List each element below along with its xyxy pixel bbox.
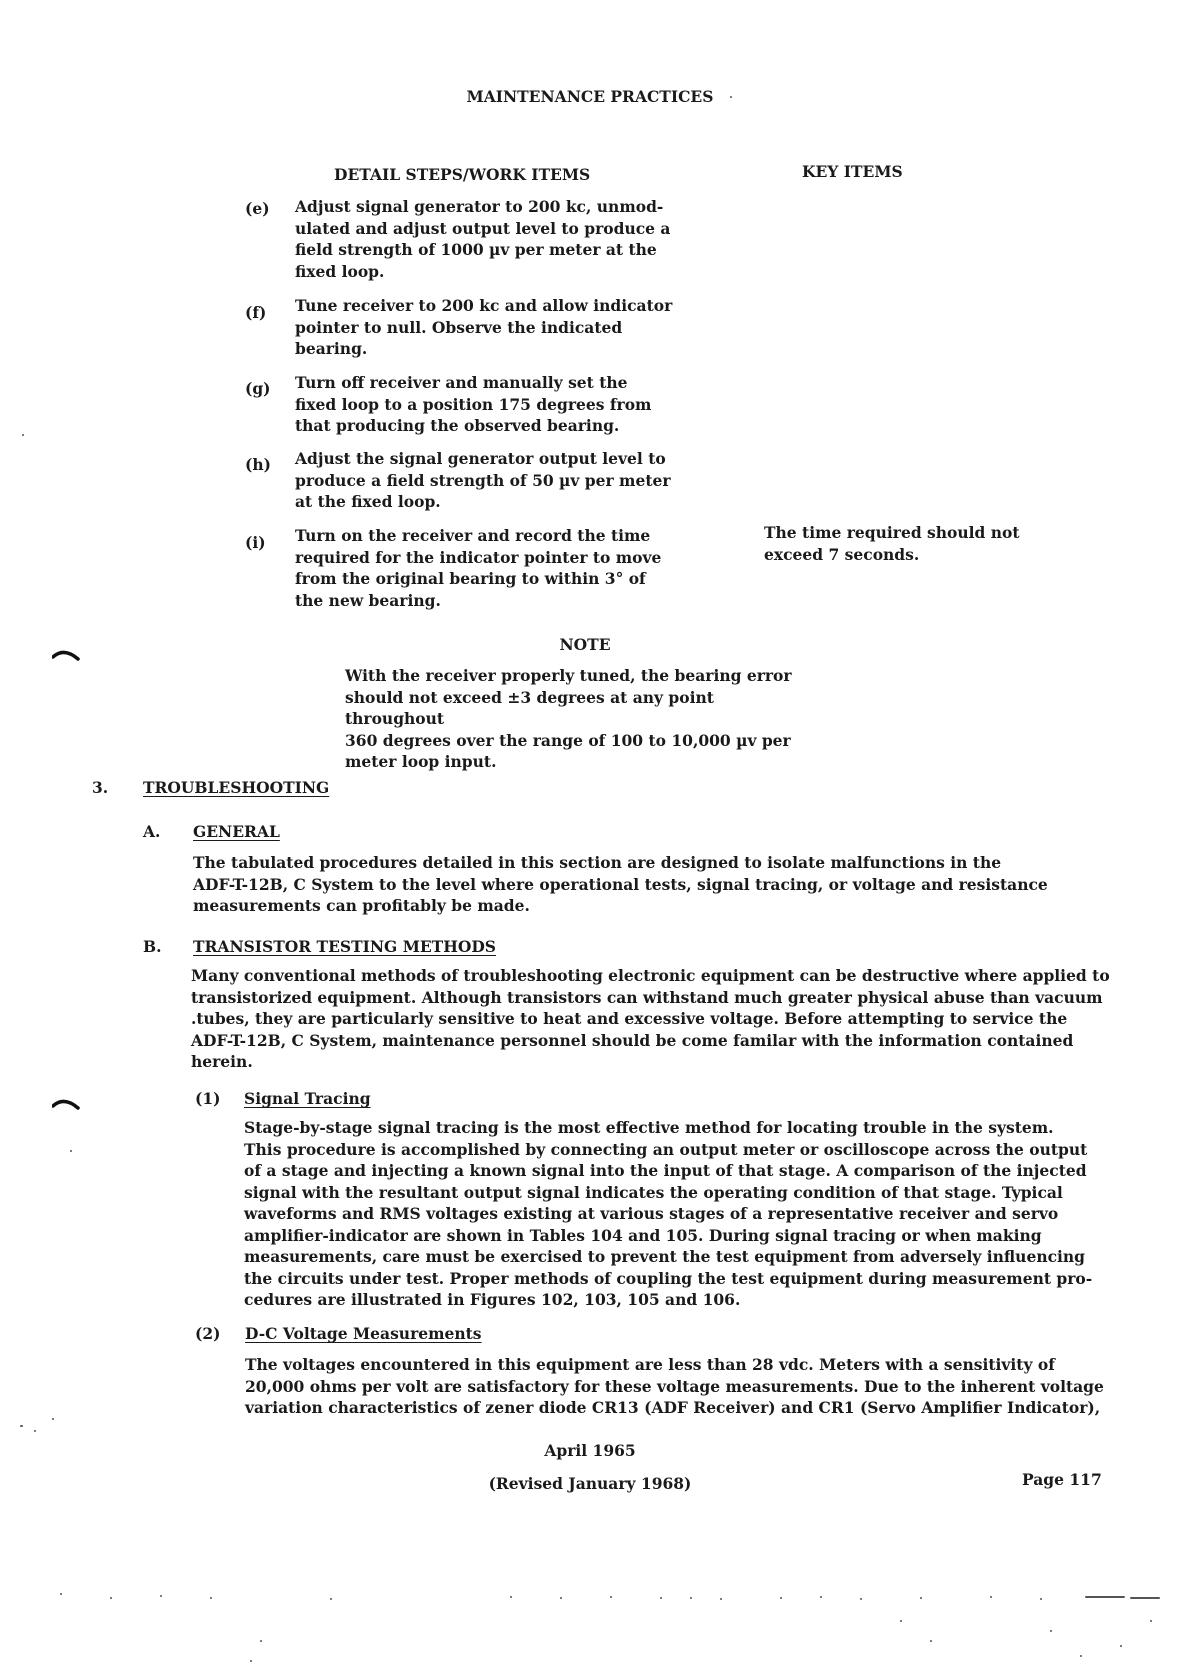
- item-2-label: (2): [195, 1324, 221, 1343]
- footer-date: April 1965: [544, 1441, 636, 1460]
- key-items-heading: KEY ITEMS: [802, 162, 903, 181]
- punch-mark-icon: [52, 1097, 80, 1111]
- section-title: TROUBLESHOOTING: [143, 778, 330, 797]
- footer-page-number: Page 117: [1022, 1470, 1102, 1489]
- step-text-g: Turn off receiver and manually set the fixed loop to a position 175 degrees from that producing the observed bearing.: [295, 373, 652, 435]
- section-number: 3.: [92, 778, 109, 797]
- subsection-b-title: TRANSISTOR TESTING METHODS: [193, 937, 496, 956]
- step-text-e: Adjust signal generator to 200 kc, unmod- ulated and adjust output level to produce a field strength of 1000 µv per meter at the fixed loop.: [295, 197, 671, 281]
- subsection-a-label: A.: [143, 822, 161, 841]
- step-label-i: (i): [245, 533, 266, 552]
- note-text: With the receiver properly tuned, the bearing error should not exceed ±3 degrees at any point throughout 360 degrees over the range of 100 to 10,000 µv per meter loop input.: [345, 666, 792, 771]
- page-header-title: MAINTENANCE PRACTICES: [466, 87, 714, 106]
- item-1-label: (1): [195, 1089, 221, 1108]
- punch-mark-icon: [52, 648, 80, 662]
- detail-steps-heading: DETAIL STEPS/WORK ITEMS: [334, 165, 591, 184]
- footer-revised: (Revised January 1968): [488, 1474, 692, 1493]
- subsection-a-title: GENERAL: [193, 822, 280, 841]
- note-title: NOTE: [559, 635, 611, 654]
- subsection-b-text: Many conventional methods of troubleshooting electronic equipment can be destructive where applied to transistorized equipment. Although transistors can withstand much greater physical abuse than vacuum .tubes, they are particularly sensitive to heat and excessive voltage. Before attempting to service the ADF-T-12B, C System, maintenance personnel should be come familar with the information contained herein.: [191, 966, 1110, 1071]
- subsection-b-label: B.: [143, 937, 162, 956]
- step-text-h: Adjust the signal generator output level to produce a field strength of 50 µv per meter at the fixed loop.: [295, 449, 671, 511]
- step-text-i: Turn on the receiver and record the time required for the indicator pointer to move from the original bearing to within 3° of the new bearing.: [295, 526, 662, 610]
- step-label-e: (e): [245, 199, 270, 218]
- subsection-a-text: The tabulated procedures detailed in this section are designed to isolate malfunctions in the ADF-T-12B, C System to the level where operational tests, signal tracing, or voltage and resistance measurements can profitably be made.: [193, 853, 1048, 915]
- item-1-title: Signal Tracing: [244, 1089, 371, 1108]
- step-label-g: (g): [245, 379, 271, 398]
- key-item-time-requirement: The time required should not exceed 7 seconds.: [764, 523, 1020, 564]
- step-label-h: (h): [245, 455, 271, 474]
- step-label-f: (f): [245, 303, 267, 322]
- item-2-title: D-C Voltage Measurements: [245, 1324, 482, 1343]
- item-2-text: The voltages encountered in this equipment are less than 28 vdc. Meters with a sensitivity of 20,000 ohms per volt are satisfactory for these voltage measurements. Due to the inherent voltage variation characteristics of zener diode CR13 (ADF Receiver) and CR1 (Servo Amplifier Indicator),: [245, 1355, 1104, 1417]
- step-text-f: Tune receiver to 200 kc and allow indicator pointer to null. Observe the indicated bearing.: [295, 296, 673, 358]
- item-1-text: Stage-by-stage signal tracing is the most effective method for locating trouble in the system. This procedure is accomplished by connecting an output meter or oscilloscope across the output of a stage and injecting a known signal into the input of that stage. A comparison of the injected signal with the resultant output signal indicates the operating condition of that stage. Typical waveforms and RMS voltages existing at various stages of a representative receiver and servo amplifier-indicator are shown in Tables 104 and 105. During signal tracing or when making measurements, care must be exercised to prevent the test equipment from adversely influencing the circuits under test. Proper methods of coupling the test equipment during measurement pro- cedures are illustrated in Figures 102, 103, 105 and 106.: [244, 1118, 1093, 1309]
